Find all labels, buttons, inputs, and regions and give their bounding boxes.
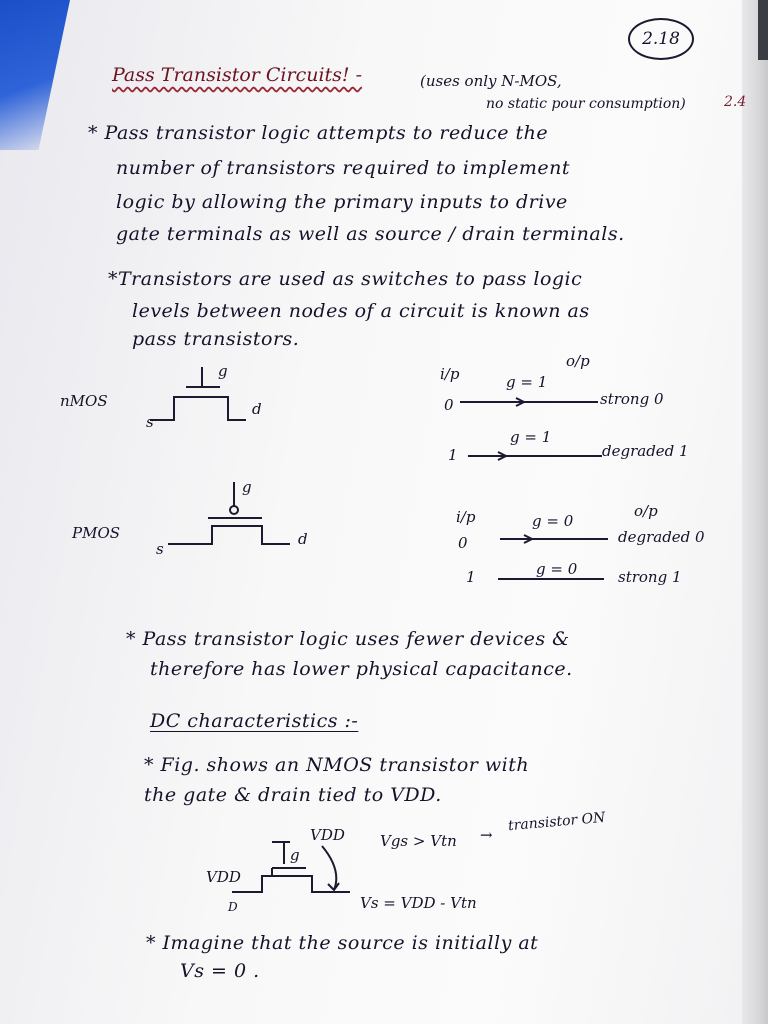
section-title: Pass Transistor Circuits! - [112,64,363,86]
dc-line1: * Fig. shows an NMOS transistor with [144,754,530,776]
nmos-drain-label: d [252,400,262,418]
pmos-drain-label: d [298,530,308,548]
pmos-row1-input: 0 [458,534,468,552]
nmos-label: nMOS [60,392,108,410]
nmos-source-label: s [146,413,154,431]
heading-note-line1: (uses only N-MOS, [420,72,562,90]
dc-vs-equation: Vs = VDD - Vtn [360,894,477,912]
pmos-row2-gate: g = 0 [536,560,578,578]
dc-transistor-on: transistor ON [507,809,606,835]
bullet3-line1: * Pass transistor logic uses fewer devices & [126,628,570,650]
nmos-symbol [150,365,260,425]
nmos-row1-input: 0 [444,396,454,414]
dc-heading: DC characteristics :- [150,710,359,732]
margin-mark: 2.4 [724,94,747,110]
bullet3-line2: therefore has lower physical capacitance. [150,658,573,680]
pmos-gate-label: g [242,478,252,496]
pmos-input-header: i/p [456,508,476,526]
pmos-source-label: s [156,540,164,558]
nmos-row2-gate: g = 1 [510,428,552,446]
bullet4-line2: Vs = 0 . [180,960,260,982]
bullet1-line2: number of transistors required to implement [116,157,570,179]
nmos-row2-arrow [468,452,604,462]
pmos-row1-output: degraded 0 [618,528,705,546]
pmos-symbol [168,482,298,552]
nmos-input-header: i/p [440,365,460,383]
nmos-row1-output: strong 0 [600,390,664,408]
pmos-output-header: o/p [634,502,658,520]
bullet2-line3: pass transistors. [132,328,300,350]
nmos-row1-gate: g = 1 [506,373,548,391]
dc-vdd-left-label: VDD [206,868,241,886]
bullet2-line2: levels between nodes of a circuit is known as [132,300,590,322]
pmos-row2-arrow [498,575,606,585]
dc-vdd-top-label: VDD [310,826,345,844]
pmos-row2-input: 1 [466,568,476,586]
dc-drain-label: D [228,900,238,914]
dc-arrow: → [480,826,493,844]
bullet1-line3: logic by allowing the primary inputs to drive [116,191,568,213]
heading-note-line2: no static pour consumption) [486,96,686,112]
nmos-row2-output: degraded 1 [602,442,689,460]
bullet1-line4: gate terminals as well as source / drain terminals. [116,223,625,245]
pmos-label: PMOS [72,524,121,542]
dc-line2: the gate & drain tied to VDD. [144,784,442,806]
nmos-gate-label: g [218,362,228,380]
page-binding [742,0,768,1024]
bullet1-line1: * Pass transistor logic attempts to reduce the [88,122,549,144]
nmos-output-header: o/p [566,352,590,370]
dc-gate-label: g [290,846,300,864]
bullet4-line1: * Imagine that the source is initially at [146,932,539,954]
nmos-row1-arrow [460,398,600,408]
pmos-row1-arrow [500,535,610,545]
pmos-row1-gate: g = 0 [532,512,574,530]
nmos-row2-input: 1 [448,446,458,464]
page-number: 2.18 [628,18,694,60]
binding-shadow [758,0,768,60]
pmos-row2-output: strong 1 [618,568,682,586]
dc-condition: Vgs > Vtn [380,832,457,850]
bullet2-line1: *Transistors are used as switches to pass logic [108,268,583,290]
